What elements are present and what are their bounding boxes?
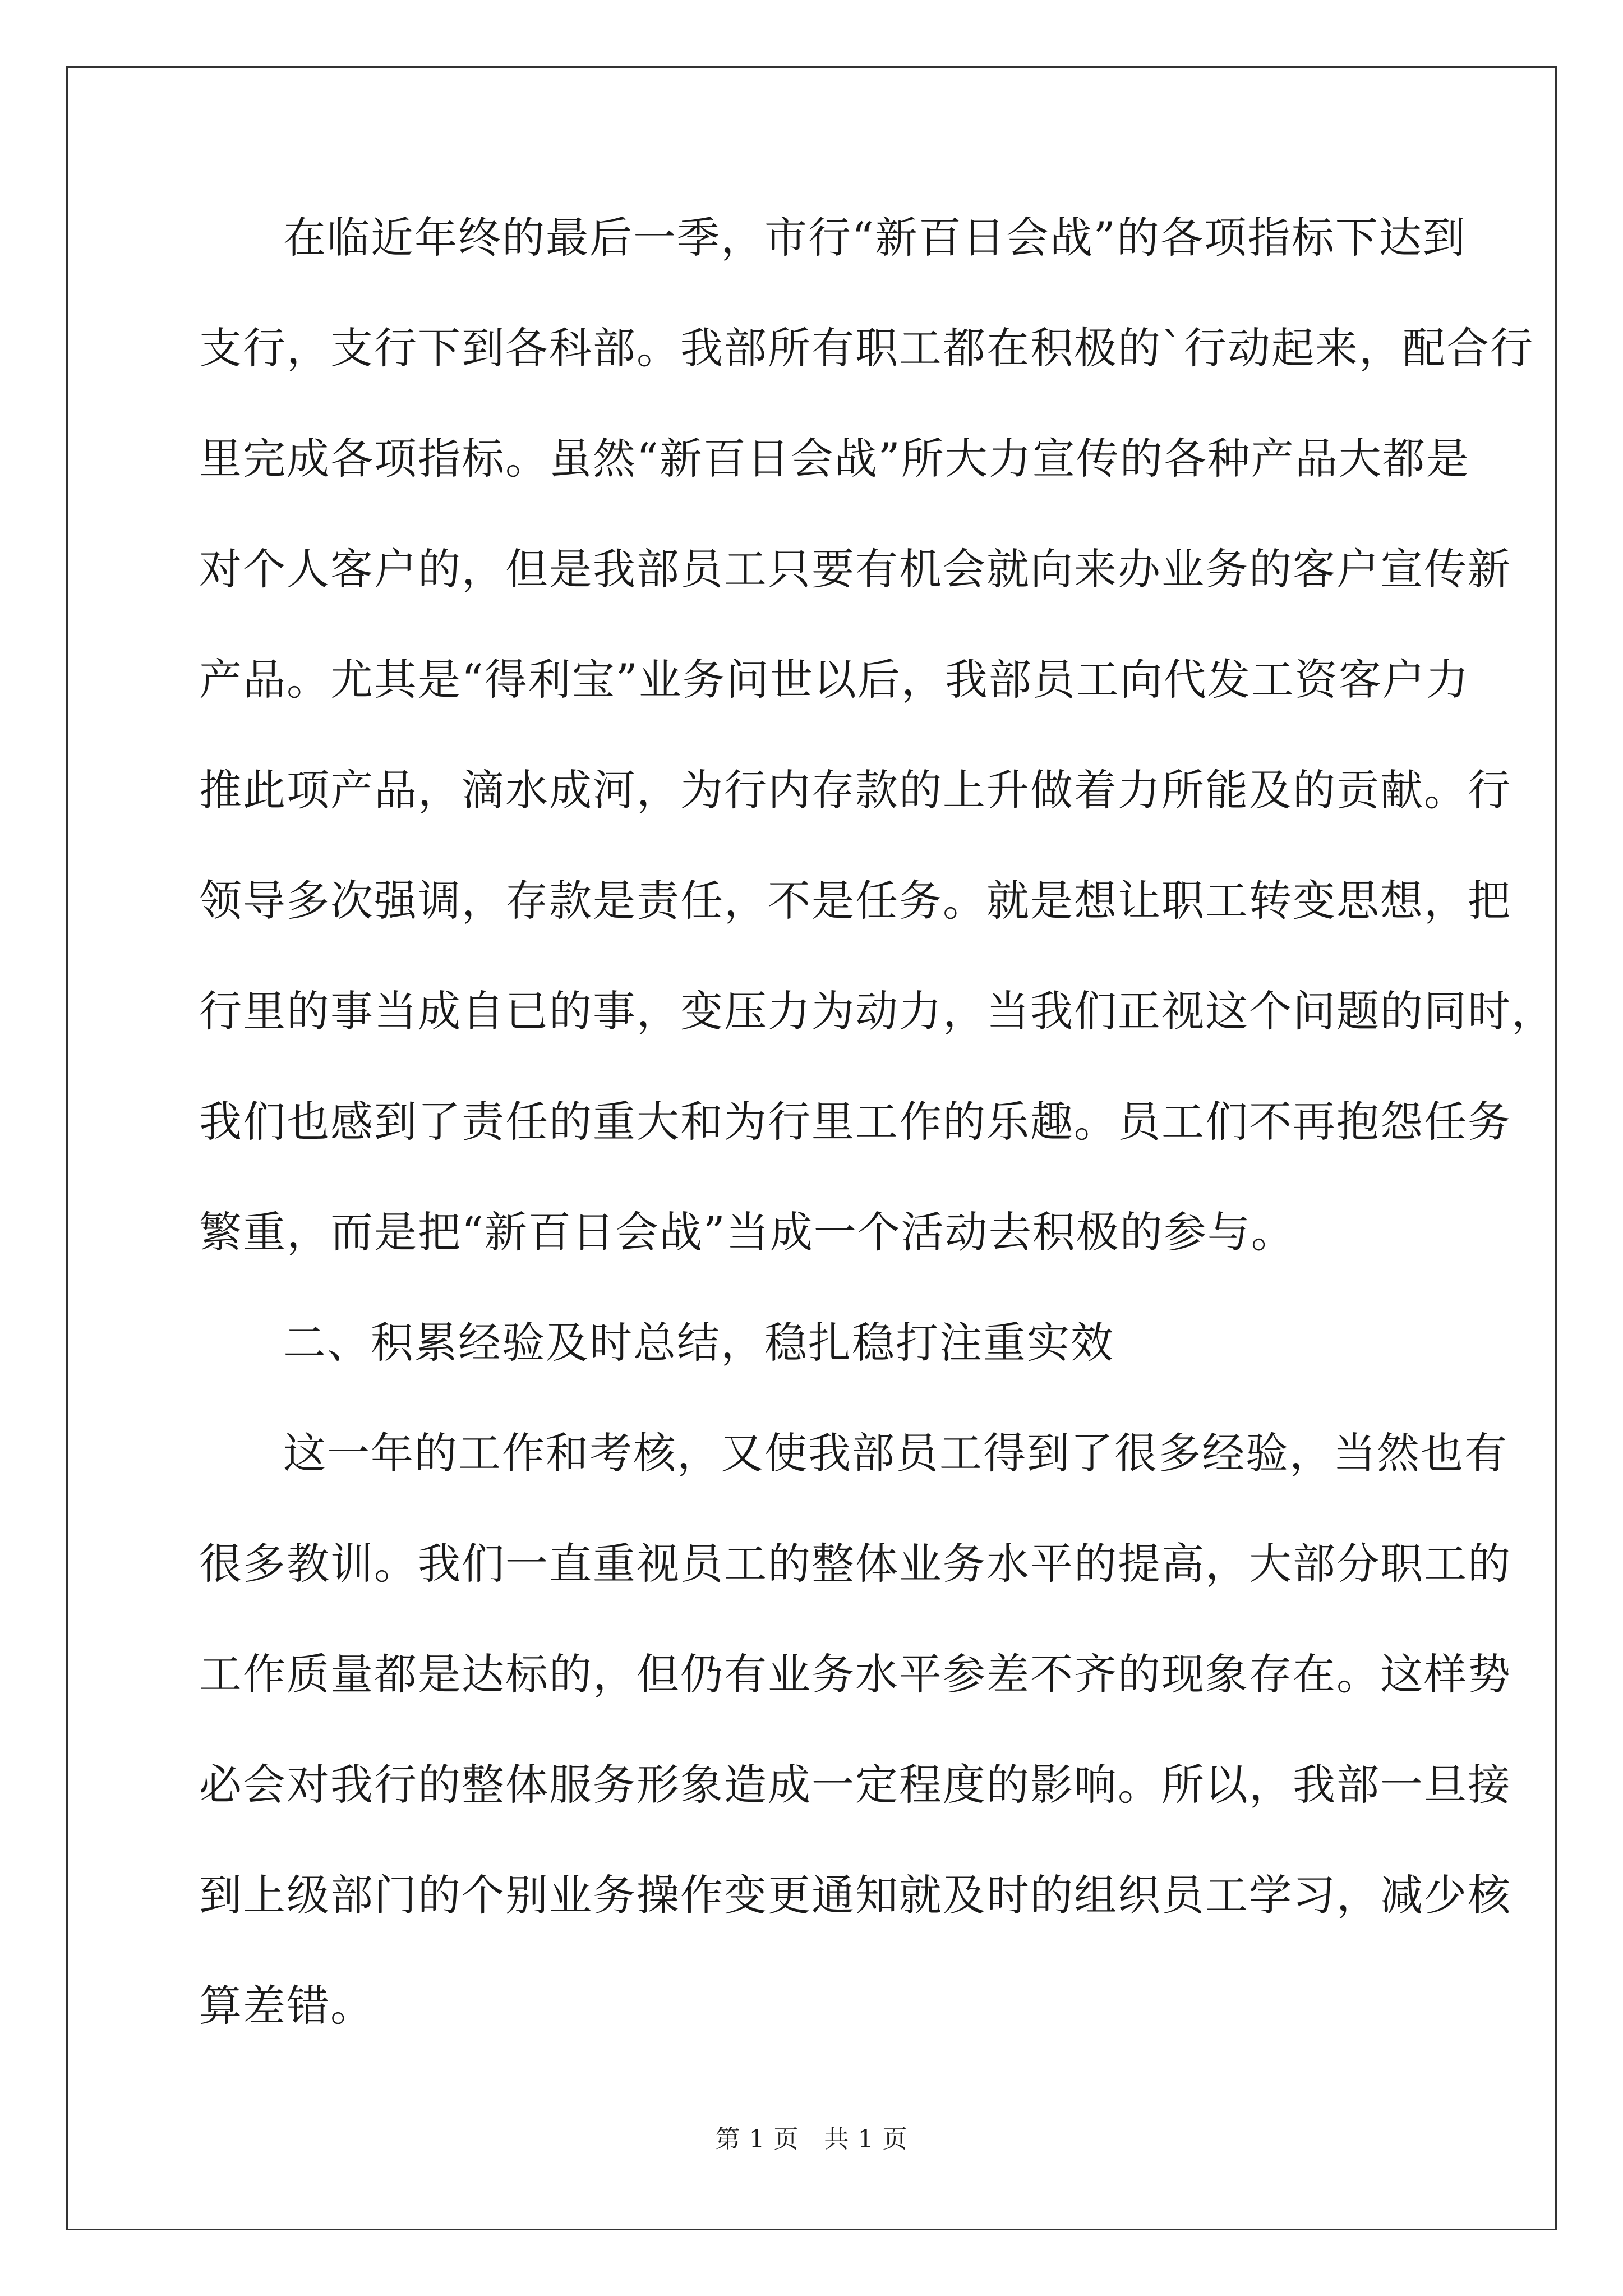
paragraph-line: 这一年的工作和考核，又使我部员工得到了很多经验，当然也有 bbox=[283, 1428, 1508, 1478]
paragraph-line: 对个人客户的，但是我部员工只要有机会就向来办业务的客户宣传新 bbox=[199, 544, 1511, 594]
paragraph-line: 算差错。 bbox=[199, 1981, 374, 2031]
document-body bbox=[199, 212, 1555, 2091]
paragraph-line: 支行，支行下到各科部。我部所有职工都在积极的`行动起来，配合行 bbox=[199, 323, 1534, 373]
paragraph-line: 很多教训。我们一直重视员工的整体业务水平的提高，大部分职工的 bbox=[199, 1539, 1511, 1589]
paragraph-line: 里完成各项指标。虽然“新百日会战”所大力宣传的各种产品大都是 bbox=[199, 434, 1470, 484]
paragraph-line: 领导多次强调，存款是责任，不是任务。就是想让职工转变思想，把 bbox=[199, 876, 1511, 926]
section-heading: 二、积累经验及时总结，稳扎稳打注重实效 bbox=[283, 1318, 1114, 1368]
paragraph-line: 繁重，而是把“新百日会战”当成一个活动去积极的参与。 bbox=[199, 1207, 1295, 1257]
paragraph-line: 必会对我行的整体服务形象造成一定程度的影响。所以，我部一旦接 bbox=[199, 1760, 1511, 1810]
paragraph-line: 产品。尤其是“得利宝”业务问世以后，我部员工向代发工资客户力 bbox=[199, 655, 1470, 705]
paragraph-line: 工作质量都是达标的，但仍有业务水平参差不齐的现象存在。这样势 bbox=[199, 1649, 1511, 1699]
paragraph-line: 我们也感到了责任的重大和为行里工作的乐趣。员工们不再抱怨任务 bbox=[199, 1097, 1511, 1147]
page-number-footer: 第 1 页 共 1 页 bbox=[715, 2125, 908, 2154]
paragraph-line: 在临近年终的最后一季，市行“新百日会战”的各项指标下达到 bbox=[283, 213, 1467, 263]
paragraph-line: 推此项产品，滴水成河，为行内存款的上升做着力所能及的贡献。行 bbox=[199, 765, 1511, 815]
paragraph-line: 到上级部门的个别业务操作变更通知就及时的组织员工学习，减少核 bbox=[199, 1870, 1511, 1920]
paragraph-line: 行里的事当成自已的事，变压力为动力，当我们正视这个问题的同时， bbox=[199, 986, 1555, 1036]
